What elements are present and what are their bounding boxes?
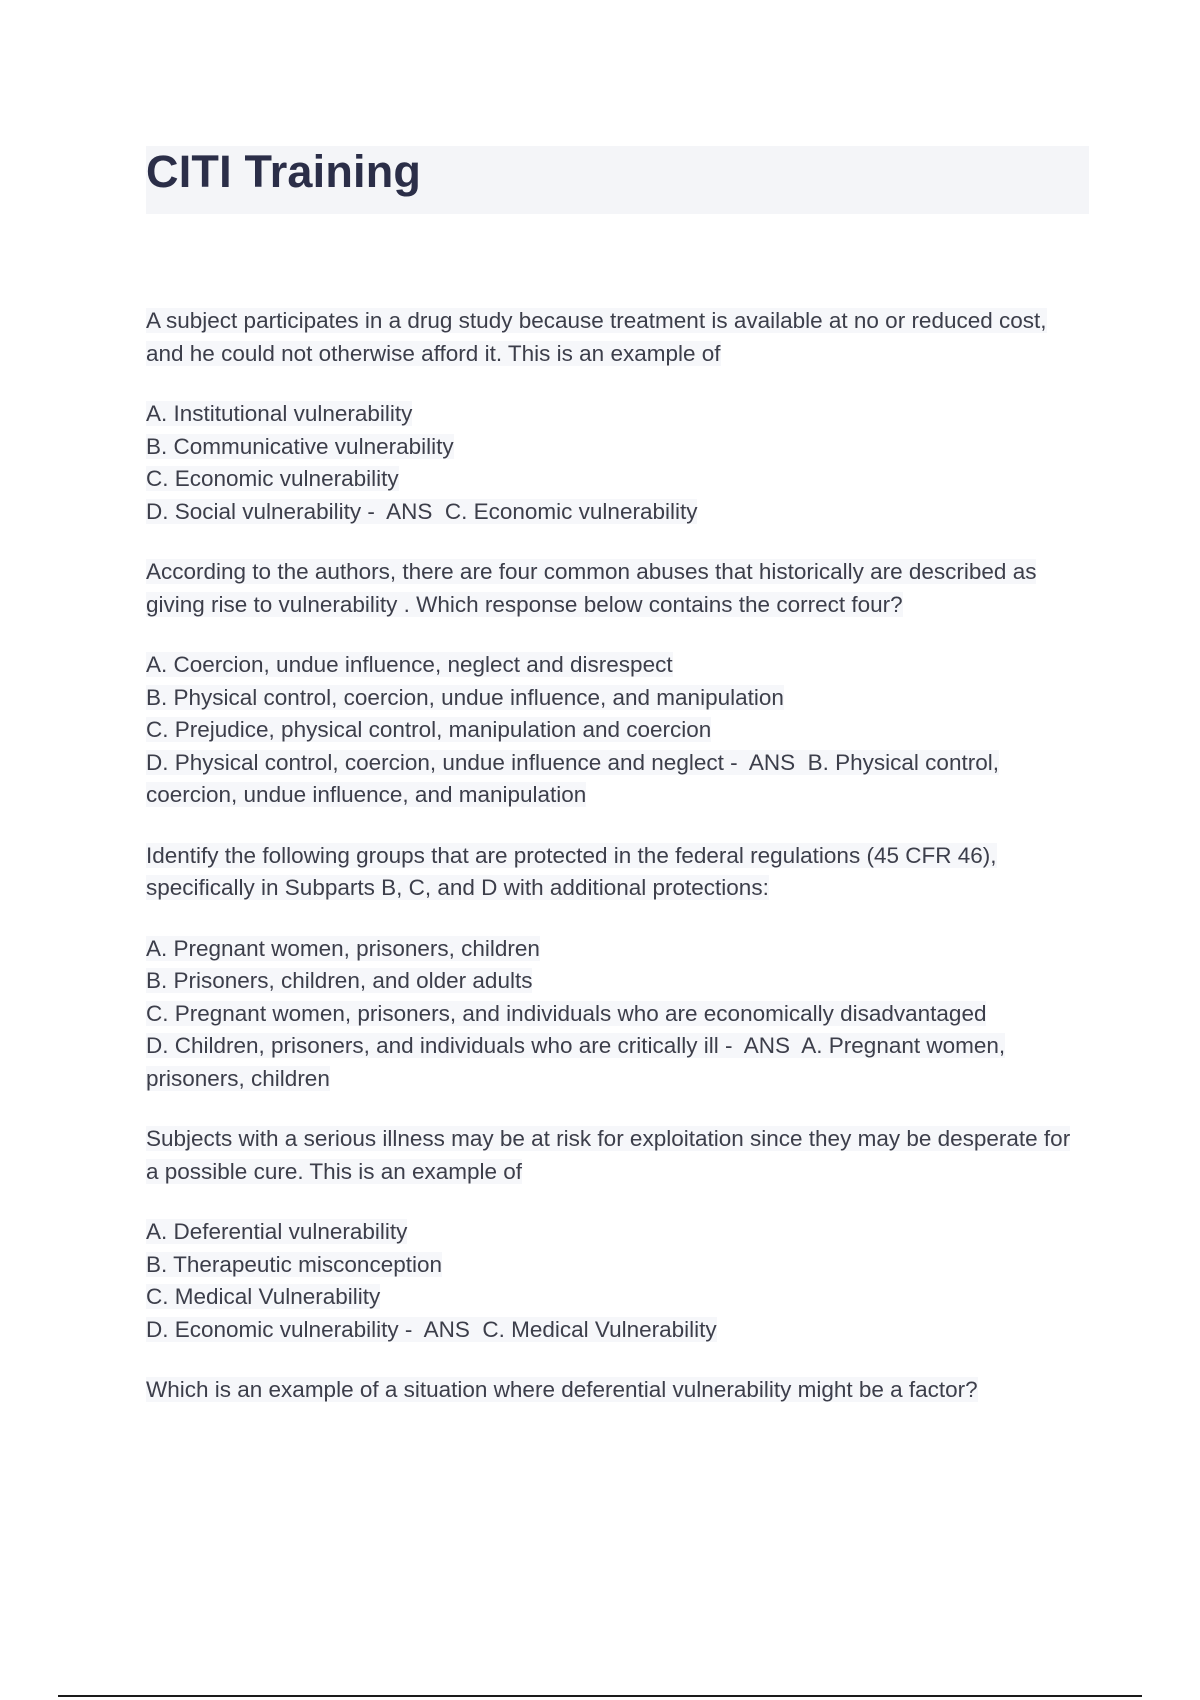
question-text: Identify the following groups that are protected in the federal regulations (45 CFR 46), specifically in Subparts B, C, and D with additional protections: [146, 842, 997, 900]
answer-separator: - ANS [718, 1033, 802, 1058]
option-d-with-answer [146, 747, 1081, 812]
answer-separator: - ANS [723, 749, 808, 775]
option-d: D. Economic vulnerability [146, 1316, 399, 1342]
option-c: C. Medical Vulnerability [146, 1284, 381, 1309]
option-a: A. Pregnant women, prisoners, children [146, 935, 540, 961]
question-text: A subject participates in a drug study because treatment is available at no or reduced cost, and he could not otherwise afford it. This is an example of [146, 308, 1047, 366]
option-c: C. Economic vulnerability [146, 466, 399, 491]
option-d-with-answer [146, 496, 1081, 529]
page-title: CITI Training [146, 146, 422, 197]
option-a: A. Coercion, undue influence, neglect and disrespect [146, 652, 673, 677]
question-text: According to the authors, there are four common abuses that historically are described as giving rise to vulnerability . Which response below contains the correct four? [146, 559, 1037, 617]
answer-separator: - ANS [398, 1316, 483, 1342]
answer-text: B. Physical control, coercion, undue influence, and manipulation [146, 749, 999, 807]
options-list [146, 398, 1081, 528]
option-d-with-answer [146, 1314, 1081, 1347]
answer-text: A. Pregnant women, prisoners, children [146, 1033, 1006, 1091]
question-block-2 [146, 556, 1081, 812]
question-block-3 [146, 840, 1081, 1096]
option-c: C. Pregnant women, prisoners, and individuals who are economically disadvantaged [146, 1000, 987, 1026]
footer-divider [58, 1695, 1142, 1697]
option-a: A. Deferential vulnerability [146, 1219, 408, 1244]
question-block-5 [146, 1374, 1081, 1407]
document-body [146, 305, 1081, 1435]
options-list [146, 1216, 1081, 1346]
option-a: A. Institutional vulnerability [146, 401, 413, 426]
question-block-1 [146, 305, 1081, 528]
question-text: Which is an example of a situation where deferential vulnerability might be a factor? [146, 1377, 978, 1402]
option-d: D. Social vulnerability [146, 498, 362, 524]
options-list [146, 649, 1081, 812]
option-b: B. Physical control, coercion, undue influence, and manipulation [146, 684, 784, 710]
answer-text: C. Medical Vulnerability [482, 1316, 717, 1342]
option-d: D. Physical control, coercion, undue influence and neglect [146, 749, 724, 775]
question-text: Subjects with a serious illness may be at risk for exploitation since they may be desperate for a possible cure. This is an example of [146, 1126, 1071, 1184]
option-d: D. Children, prisoners, and individuals who are critically ill [146, 1033, 719, 1058]
answer-text: C. Economic vulnerability [444, 498, 698, 524]
option-d-with-answer [146, 1030, 1081, 1095]
option-b: B. Therapeutic misconception [146, 1251, 442, 1277]
options-list [146, 933, 1081, 1096]
option-b: B. Communicative vulnerability [146, 433, 454, 459]
option-c: C. Prejudice, physical control, manipulation and coercion [146, 717, 712, 742]
answer-separator: - ANS [361, 498, 445, 524]
question-block-4 [146, 1123, 1081, 1346]
option-b: B. Prisoners, children, and older adults [146, 968, 533, 993]
